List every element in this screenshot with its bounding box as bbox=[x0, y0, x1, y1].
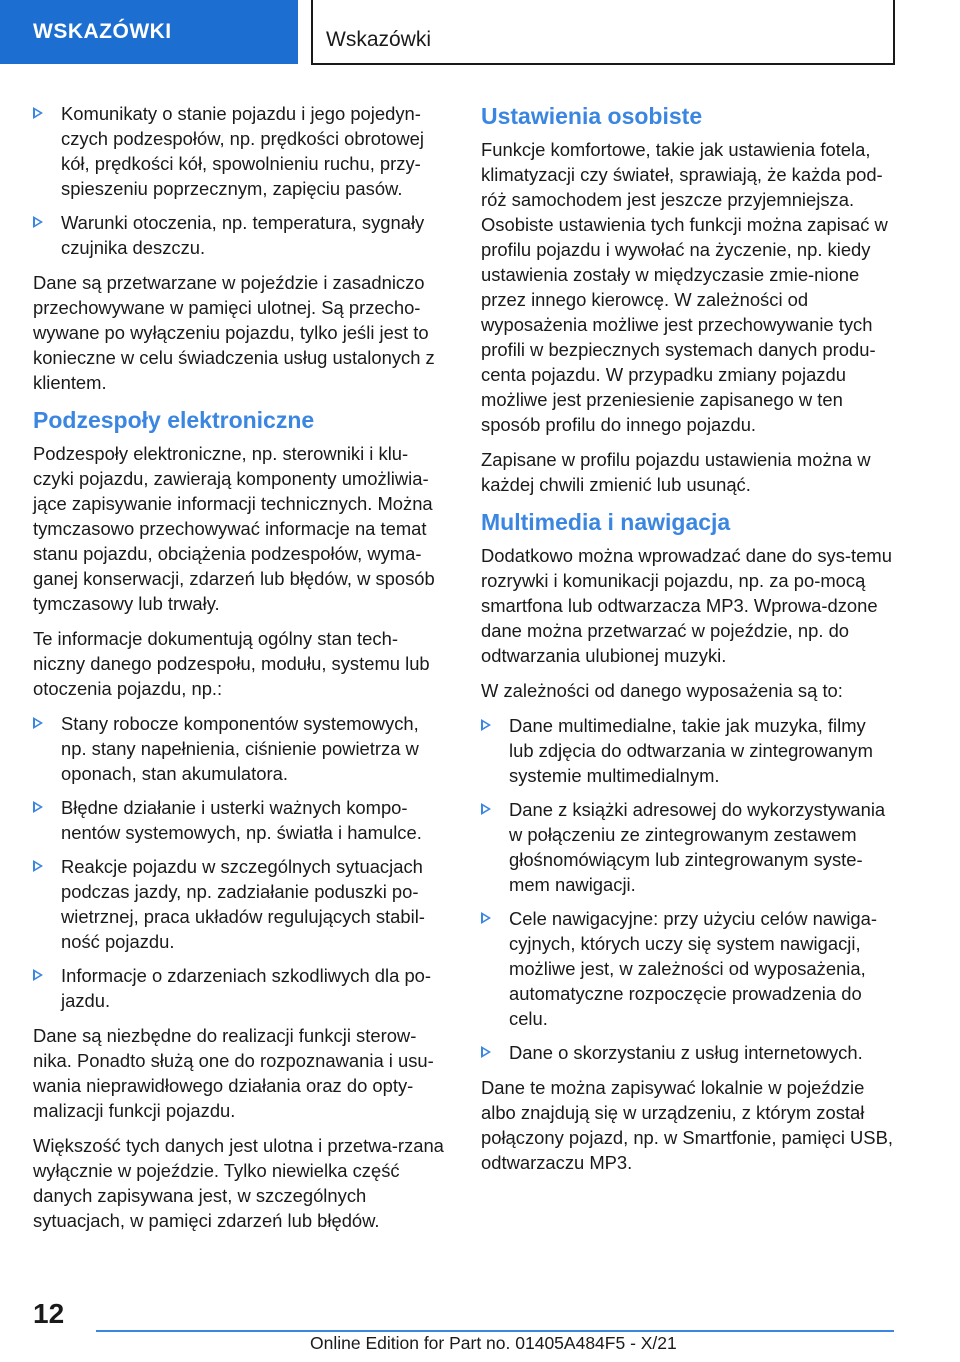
triangle-bullet-icon bbox=[481, 1046, 491, 1058]
triangle-bullet-icon bbox=[33, 216, 43, 228]
list-item: Informacje o zdarzeniach szkodliwych dla po-jazdu. bbox=[33, 963, 448, 1013]
list-item: Błędne działanie i usterki ważnych kompo-nentów systemowych, np. światła i hamulce. bbox=[33, 795, 448, 845]
footer-divider bbox=[96, 1330, 894, 1332]
header-divider-left bbox=[311, 0, 313, 64]
list-item: Komunikaty o stanie pojazdu i jego pojedyn-czych podzespołów, np. prędkości obrotowej kół, prędkości kół, spowolnieniu ruchu, przy-spieszeniu poprzecznym, zapięciu pasów. bbox=[33, 101, 448, 201]
triangle-bullet-icon bbox=[481, 719, 491, 731]
paragraph-required: Dane są niezbędne do realizacji funkcji sterow-nika. Ponadto służą one do rozpoznawania i usu-wania nieprawidłowego działania oraz do opty-malizacji funkcji pojazdu. bbox=[33, 1025, 434, 1121]
list-item: Stany robocze komponentów systemowych, np. stany napełnienia, ciśnienie powietrza w oponach, stan akumulatora. bbox=[33, 711, 448, 786]
bullet-list-top bbox=[33, 101, 448, 260]
paragraph-multimedia-intro: W zależności od danego wyposażenia są to: bbox=[481, 680, 843, 701]
left-column bbox=[33, 101, 448, 1243]
page-title: Wskazówki bbox=[326, 28, 432, 51]
triangle-bullet-icon bbox=[33, 801, 43, 813]
list-item: Dane o skorzystaniu z usług internetowych. bbox=[481, 1040, 895, 1065]
list-item: Cele nawigacyjne: przy użyciu celów nawiga-cyjnych, których uczy się system nawigacji, możliwe jest, w zależności od wyposażenia, automatyczne rozpoczęcie prowadzenia do celu. bbox=[481, 906, 895, 1031]
header-divider-right bbox=[893, 0, 895, 64]
triangle-bullet-icon bbox=[33, 717, 43, 729]
list-item: Warunki otoczenia, np. temperatura, sygnały czujnika deszczu. bbox=[33, 210, 448, 260]
triangle-bullet-icon bbox=[33, 107, 43, 119]
bullet-list-info bbox=[33, 711, 448, 1013]
paragraph-components: Podzespoły elektroniczne, np. sterowniki i klu-czyki pojazdu, zawierają komponenty umożliwia-jące zapisywanie informacji technicznych. Można tymczasowo przechowywać informacje na temat stanu pojazdu, obciążenia podzespołów, wyma-ganej konserwacji, zdarzeń lub błędów, w sposób tymczasowy lub trwały. bbox=[33, 443, 435, 614]
paragraph-multimedia: Dodatkowo można wprowadzać dane do sys-temu rozrywki i komunikacji pojazdu, np. za po-mocą smartfona lub odtwarzacza MP3. Wprowa-dzone dane można przetwarzać w pojeździe, np. do odtwarzania ulubionej muzyki. bbox=[481, 545, 892, 666]
right-column bbox=[481, 101, 895, 1185]
triangle-bullet-icon bbox=[33, 969, 43, 981]
section-tab: WSKAZÓWKI bbox=[0, 0, 298, 64]
list-item: Dane z książki adresowej do wykorzystywania w połączeniu ze zintegrowanym zestawem głośnomówiącym lub zintegrowanym syste-mem nawigacji. bbox=[481, 797, 895, 897]
paragraph-volatile: Większość tych danych jest ulotna i przetwa-rzana wyłącznie w pojeździe. Tylko niewielka część danych zapisywana jest, w szczególnych sytuacjach, w pamięci zdarzeń lub błędów. bbox=[33, 1135, 444, 1231]
header-divider-bottom bbox=[311, 63, 895, 65]
paragraph-personal: Funkcje komfortowe, takie jak ustawienia fotela, klimatyzacji czy świateł, sprawiają, że każda pod-róż samochodem jest jeszcze przyjemniejsza. Osobiste ustawienia tych funkcji można zapisać w profilu pojazdu i wywołać na życzenie, np. kiedy ustawienia zostały w międzyczasie zmie-nione przez innego kierowcę. W zależności od wyposażenia możliwe jest przechowywanie tych profili w bezpiecznych systemach danych produ-centa pojazdu. W przypadku zmiany pojazdu możliwe jest przeniesienie zapisanego w ten sposób profilu do innego pojazdu. bbox=[481, 139, 888, 435]
list-item: Reakcje pojazdu w szczególnych sytuacjach podczas jazdy, np. zadziałanie poduszki po-wietrznej, praca układów regulujących stabil-ność pojazdu. bbox=[33, 854, 448, 954]
bullet-list-multimedia bbox=[481, 713, 895, 1065]
page-number: 12 bbox=[33, 1298, 65, 1329]
paragraph-personal-change: Zapisane w profilu pojazdu ustawienia można w każdej chwili zmienić lub usunąć. bbox=[481, 449, 871, 495]
heading-multimedia-navigation: Multimedia i nawigacja bbox=[481, 509, 731, 535]
triangle-bullet-icon bbox=[481, 912, 491, 924]
paragraph-info-intro: Te informacje dokumentują ogólny stan tech-niczny danego podzespołu, modułu, systemu lub otoczenia pojazdu, np.: bbox=[33, 628, 430, 699]
triangle-bullet-icon bbox=[481, 803, 491, 815]
paragraph-storage: Dane są przetwarzane w pojeździe i zasadniczo przechowywane w pamięci ulotnej. Są przecho-wywane po wyłączeniu pojazdu, tylko jeśli jest to konieczne w celu świadczenia usług ustalonych z klientem. bbox=[33, 272, 435, 393]
paragraph-local-storage: Dane te można zapisywać lokalnie w pojeździe albo znajdują się w urządzeniu, z którym został połączony pojazd, np. w Smartfonie, pamięci USB, odtwarzaczu MP3. bbox=[481, 1077, 893, 1173]
list-item: Dane multimedialne, takie jak muzyka, filmy lub zdjęcia do odtwarzania w zintegrowanym systemie multimedialnym. bbox=[481, 713, 895, 788]
footer-edition: Online Edition for Part no. 01405A484F5 - X/21 bbox=[310, 1333, 677, 1353]
heading-personal-settings: Ustawienia osobiste bbox=[481, 103, 703, 129]
triangle-bullet-icon bbox=[33, 860, 43, 872]
heading-electronic-components: Podzespoły elektroniczne bbox=[33, 407, 315, 433]
